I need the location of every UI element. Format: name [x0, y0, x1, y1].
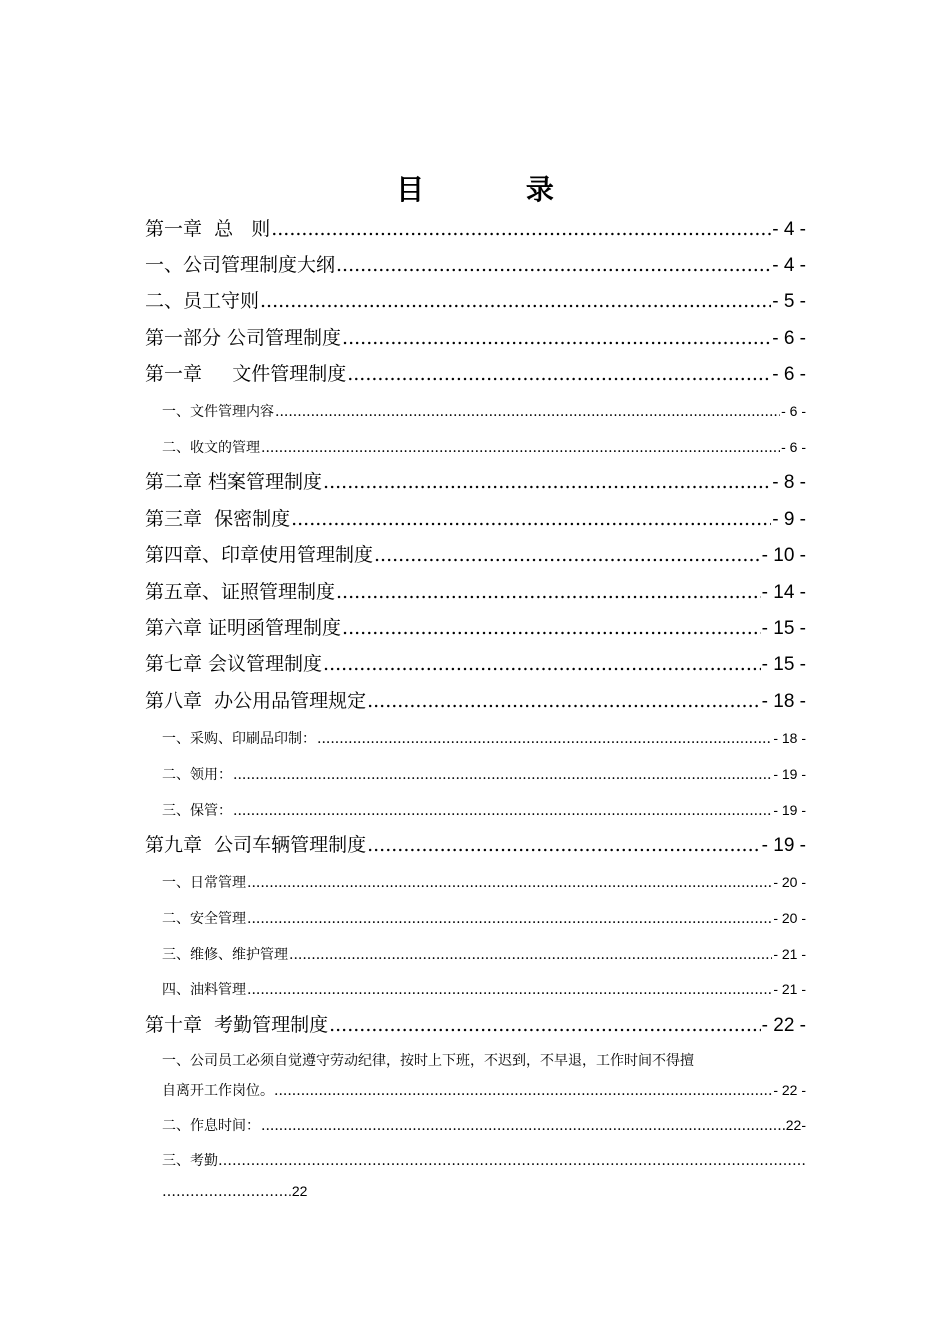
dot-leader [329, 1012, 761, 1038]
toc-entry-page: - 15 - [761, 654, 806, 675]
toc-entry-label: 三、考勤 [162, 1153, 218, 1169]
toc-entry-page: .22 [288, 1183, 308, 1199]
dot-leader [289, 945, 772, 964]
toc-entry-page: - 8 - [772, 472, 806, 493]
dot-leader [260, 288, 771, 314]
toc-entry-label: 第二章 档案管理制度 [145, 471, 323, 493]
toc-entry[interactable] [162, 872, 806, 892]
toc-entry-page: - 22 - [773, 1082, 806, 1098]
toc-entry[interactable] [145, 325, 806, 351]
toc-entry-label: 第十章 考勤管理制度 [145, 1014, 329, 1036]
toc-entry-label-line2: 自离开工作岗位。 [162, 1083, 274, 1099]
toc-entry-label: 一、文件管理内容 [162, 404, 274, 420]
toc-entry-label: 第一章 文件管理制度 [145, 363, 347, 385]
dot-leader [247, 873, 772, 892]
dot-leader [347, 361, 771, 387]
toc-title: 目 录 [396, 173, 600, 206]
toc-entry-label: 一、采购、印刷品印制： [162, 731, 316, 747]
toc-entry[interactable] [145, 1012, 806, 1038]
dot-leader [218, 1151, 806, 1171]
toc-entry-page: - 18 - [761, 691, 806, 712]
dot-leader [374, 542, 761, 568]
dot-leader [271, 216, 771, 242]
toc-entry-page: - 15 - [761, 618, 806, 639]
toc-entry[interactable] [162, 401, 806, 421]
toc-entry-label: 第九章 公司车辆管理制度 [145, 834, 367, 856]
dot-leader [247, 980, 772, 999]
toc-entry-page: - 14 - [761, 582, 806, 603]
toc-entry[interactable] [162, 800, 806, 820]
dot-leader [233, 765, 772, 784]
dot-leader [275, 402, 780, 421]
toc-entry[interactable] [145, 506, 806, 532]
toc-entry-label: 第一部分 公司管理制度 [145, 327, 342, 349]
dot-leader [367, 832, 761, 858]
dot-leader [323, 651, 761, 677]
dot-leader [336, 252, 771, 278]
toc-entry-page: - 22 - [761, 1015, 806, 1036]
dot-leader [342, 615, 761, 641]
toc-entry[interactable] [145, 216, 806, 242]
dot-leader [261, 1116, 785, 1135]
toc-entry-label: 二、收文的管理 [162, 440, 260, 456]
toc-entry[interactable] [162, 908, 806, 928]
toc-entry-page: - 4 - [772, 255, 806, 276]
toc-entry-label: 二、作息时间： [162, 1118, 260, 1134]
toc-entry[interactable] [145, 651, 806, 677]
dot-leader [342, 325, 771, 351]
toc-entry[interactable] [145, 252, 806, 278]
dot-leader [274, 1081, 773, 1101]
toc-entry[interactable] [145, 688, 806, 714]
toc-entry[interactable] [145, 469, 806, 495]
toc-entry[interactable] [162, 1115, 806, 1135]
toc-entry[interactable] [162, 437, 806, 457]
toc-entry-label: 四、油料管理 [162, 982, 246, 998]
toc-entry-page: - 18 - [773, 730, 806, 746]
toc-entry-page: - 10 - [761, 545, 806, 566]
dot-leader [291, 506, 771, 532]
toc-entry[interactable] [162, 764, 806, 784]
toc-entry-label: 三、保管： [162, 803, 232, 819]
toc-entry-label-line1: 一、公司员工必须自觉遵守劳动纪律，按时上下班，不迟到，不早退，工作时间不得擅 [162, 1053, 694, 1069]
toc-entry-page: - 21 - [773, 946, 806, 962]
toc-entry-label: 一、公司管理制度大纲 [145, 254, 336, 276]
toc-entry-page: - 19 - [773, 802, 806, 818]
toc-entry-page: - 5 - [772, 291, 806, 312]
toc-entry-page: - 4 - [772, 219, 806, 240]
toc-entry-label: 第六章 证明函管理制度 [145, 617, 342, 639]
toc-entry-page: - 6 - [772, 364, 806, 385]
dot-leader [233, 801, 772, 820]
toc-entry[interactable] [162, 728, 806, 748]
dot-leader [367, 688, 761, 714]
toc-entry-label: 第七章 会议管理制度 [145, 653, 323, 675]
toc-entry-page: - 6 - [781, 439, 806, 455]
toc-entry-label: 二、员工守则 [145, 290, 260, 312]
toc-entry[interactable] [145, 288, 806, 314]
toc-entry-label: 第一章 总 则 [145, 218, 271, 240]
toc-entry[interactable] [145, 542, 806, 568]
dot-leader [323, 469, 771, 495]
toc-entry-page: 22- [785, 1117, 806, 1133]
toc-entry[interactable] [145, 615, 806, 641]
toc-entry[interactable] [162, 944, 806, 964]
toc-entry-label: 二、安全管理 [162, 911, 246, 927]
toc-entry-label: 第八章 办公用品管理规定 [145, 690, 367, 712]
toc-entry-wrapped[interactable] [162, 1151, 806, 1202]
dot-leader [247, 909, 772, 928]
dot-leader [336, 579, 761, 605]
toc-entry-label: 第五章、证照管理制度 [145, 581, 336, 603]
toc-entry[interactable] [145, 361, 806, 387]
toc-entry-label: 二、领用： [162, 767, 232, 783]
toc-entry-page: - 6 - [781, 403, 806, 419]
toc-entry-page: - 9 - [772, 509, 806, 530]
toc-entry-page: - 19 - [773, 766, 806, 782]
toc-entry-label: 第三章 保密制度 [145, 508, 291, 530]
toc-entry[interactable] [145, 579, 806, 605]
toc-entry-label: 第四章、印章使用管理制度 [145, 544, 374, 566]
toc-entry-page: - 21 - [773, 981, 806, 997]
dot-leader-continued: ……………………… [162, 1184, 288, 1200]
toc-entry-page: - 6 - [772, 328, 806, 349]
toc-entry-page: - 19 - [761, 835, 806, 856]
toc-entry-wrapped[interactable] [162, 1051, 806, 1101]
dot-leader [317, 729, 772, 748]
toc-entry-page: - 20 - [773, 874, 806, 890]
toc-entry[interactable] [145, 832, 806, 858]
toc-entry-label: 一、日常管理 [162, 875, 246, 891]
dot-leader [261, 438, 780, 457]
toc-entry[interactable] [162, 979, 806, 999]
toc-entry-page: - 20 - [773, 910, 806, 926]
toc-entry-label: 三、维修、维护管理 [162, 947, 288, 963]
